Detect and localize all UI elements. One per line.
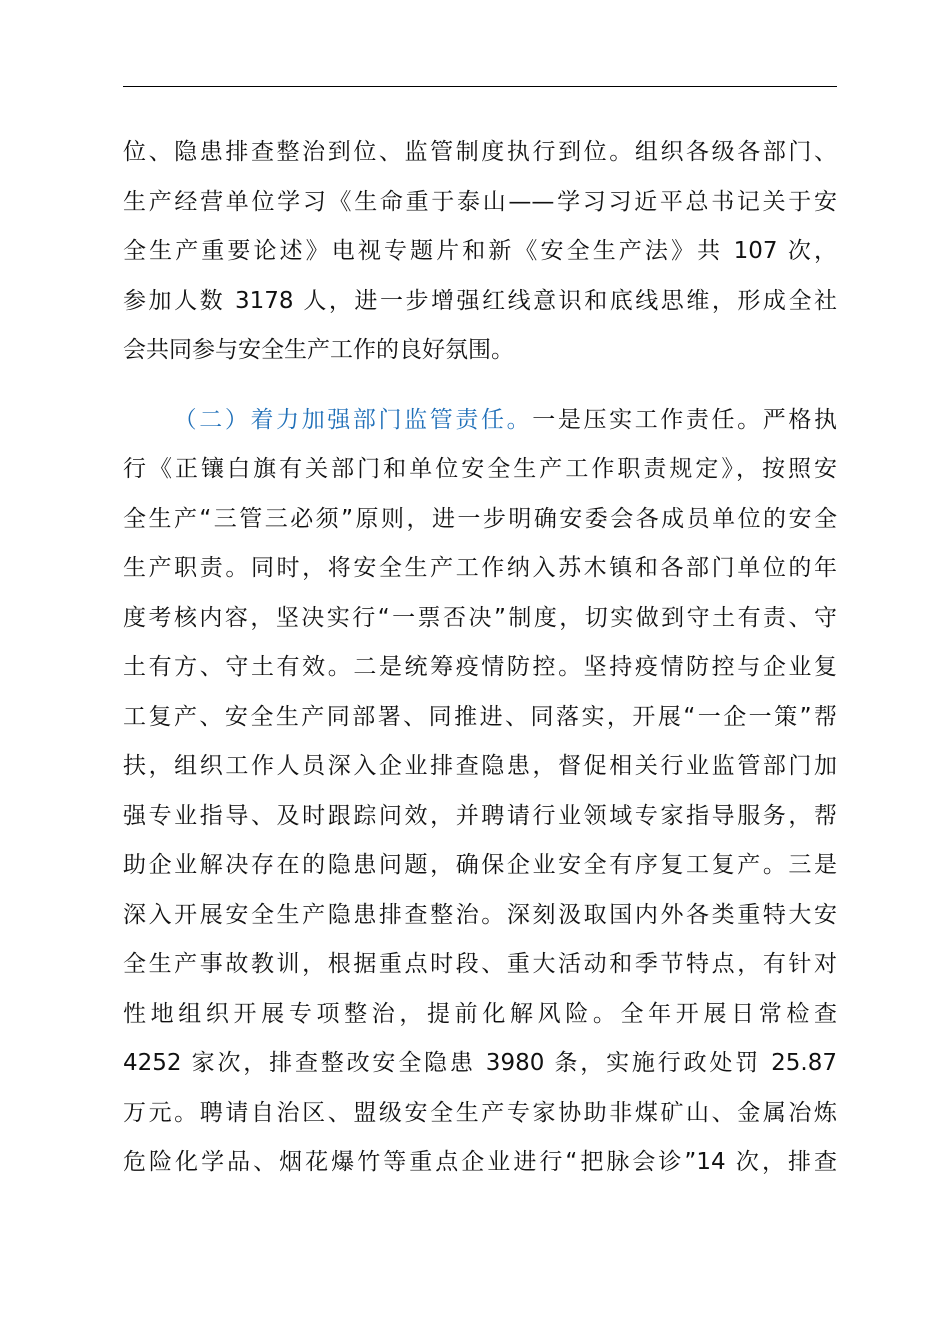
text-line: 位、隐患排查整治到位、监管制度执行到位。组织各级各部门、: [123, 139, 837, 165]
text-line: 全生产“三管三必须”原则，进一步明确安委会各成员单位的安全: [123, 505, 837, 532]
text-line: 性地组织开展专项整治，提前化解风险。全年开展日常检查: [123, 1000, 837, 1027]
text-line: 参加人数 3178 人，进一步增强红线意识和底线思维，形成全社: [123, 287, 837, 314]
text-line: 万元。聘请自治区、盟级安全生产专家协助非煤矿山、金属冶炼: [123, 1099, 837, 1126]
text-segment: 一是压实工作责任。严格执: [532, 406, 838, 433]
paragraph-gap: [123, 376, 837, 396]
text-line: 强专业指导、及时跟踪问效，并聘请行业领域专家指导服务，帮: [123, 802, 837, 829]
text-line: 危险化学品、烟花爆竹等重点企业进行“把脉会诊”14 次，排查: [123, 1149, 837, 1175]
text-line: 深入开展安全生产隐患排查整治。深刻汲取国内外各类重特大安: [123, 901, 837, 928]
text-line: 度考核内容，坚决实行“一票否决”制度，切实做到守土有责、守: [123, 604, 837, 631]
text-line: 生产职责。同时，将安全生产工作纳入苏木镇和各部门单位的年: [123, 555, 837, 581]
paragraph-1: [123, 128, 837, 376]
header-rule: [123, 86, 837, 87]
text-line: 4252 家次，排查整改安全隐患 3980 条，实施行政处罚 25.87: [123, 1050, 837, 1076]
document-body: [123, 128, 837, 1188]
text-line: 会共同参与安全生产工作的良好氛围。: [123, 337, 514, 363]
text-line: 扶，组织工作人员深入企业排查隐患，督促相关行业监管部门加: [123, 753, 837, 779]
text-line: 工复产、安全生产同部署、同推进、同落实，开展“一企一策”帮: [123, 703, 837, 730]
text-line: 生产经营单位学习《生命重于泰山——学习习近平总书记关于安: [123, 188, 837, 215]
text-line: 土有方、守土有效。二是统筹疫情防控。坚持疫情防控与企业复: [123, 654, 837, 680]
section-heading: （二）着力加强部门监管责任。: [171, 406, 533, 433]
text-line: 行《正镶白旗有关部门和单位安全生产工作职责规定》，按照安: [123, 456, 837, 482]
paragraph-2: [123, 396, 837, 1188]
text-line: 全生产事故教训，根据重点时段、重大活动和季节特点，有针对: [123, 951, 837, 977]
text-line-with-heading: [123, 396, 837, 446]
text-line: 助企业解决存在的隐患问题，确保企业安全有序复工复产。三是: [123, 852, 837, 878]
text-line: 全生产重要论述》电视专题片和新《安全生产法》共 107 次，: [123, 238, 837, 264]
